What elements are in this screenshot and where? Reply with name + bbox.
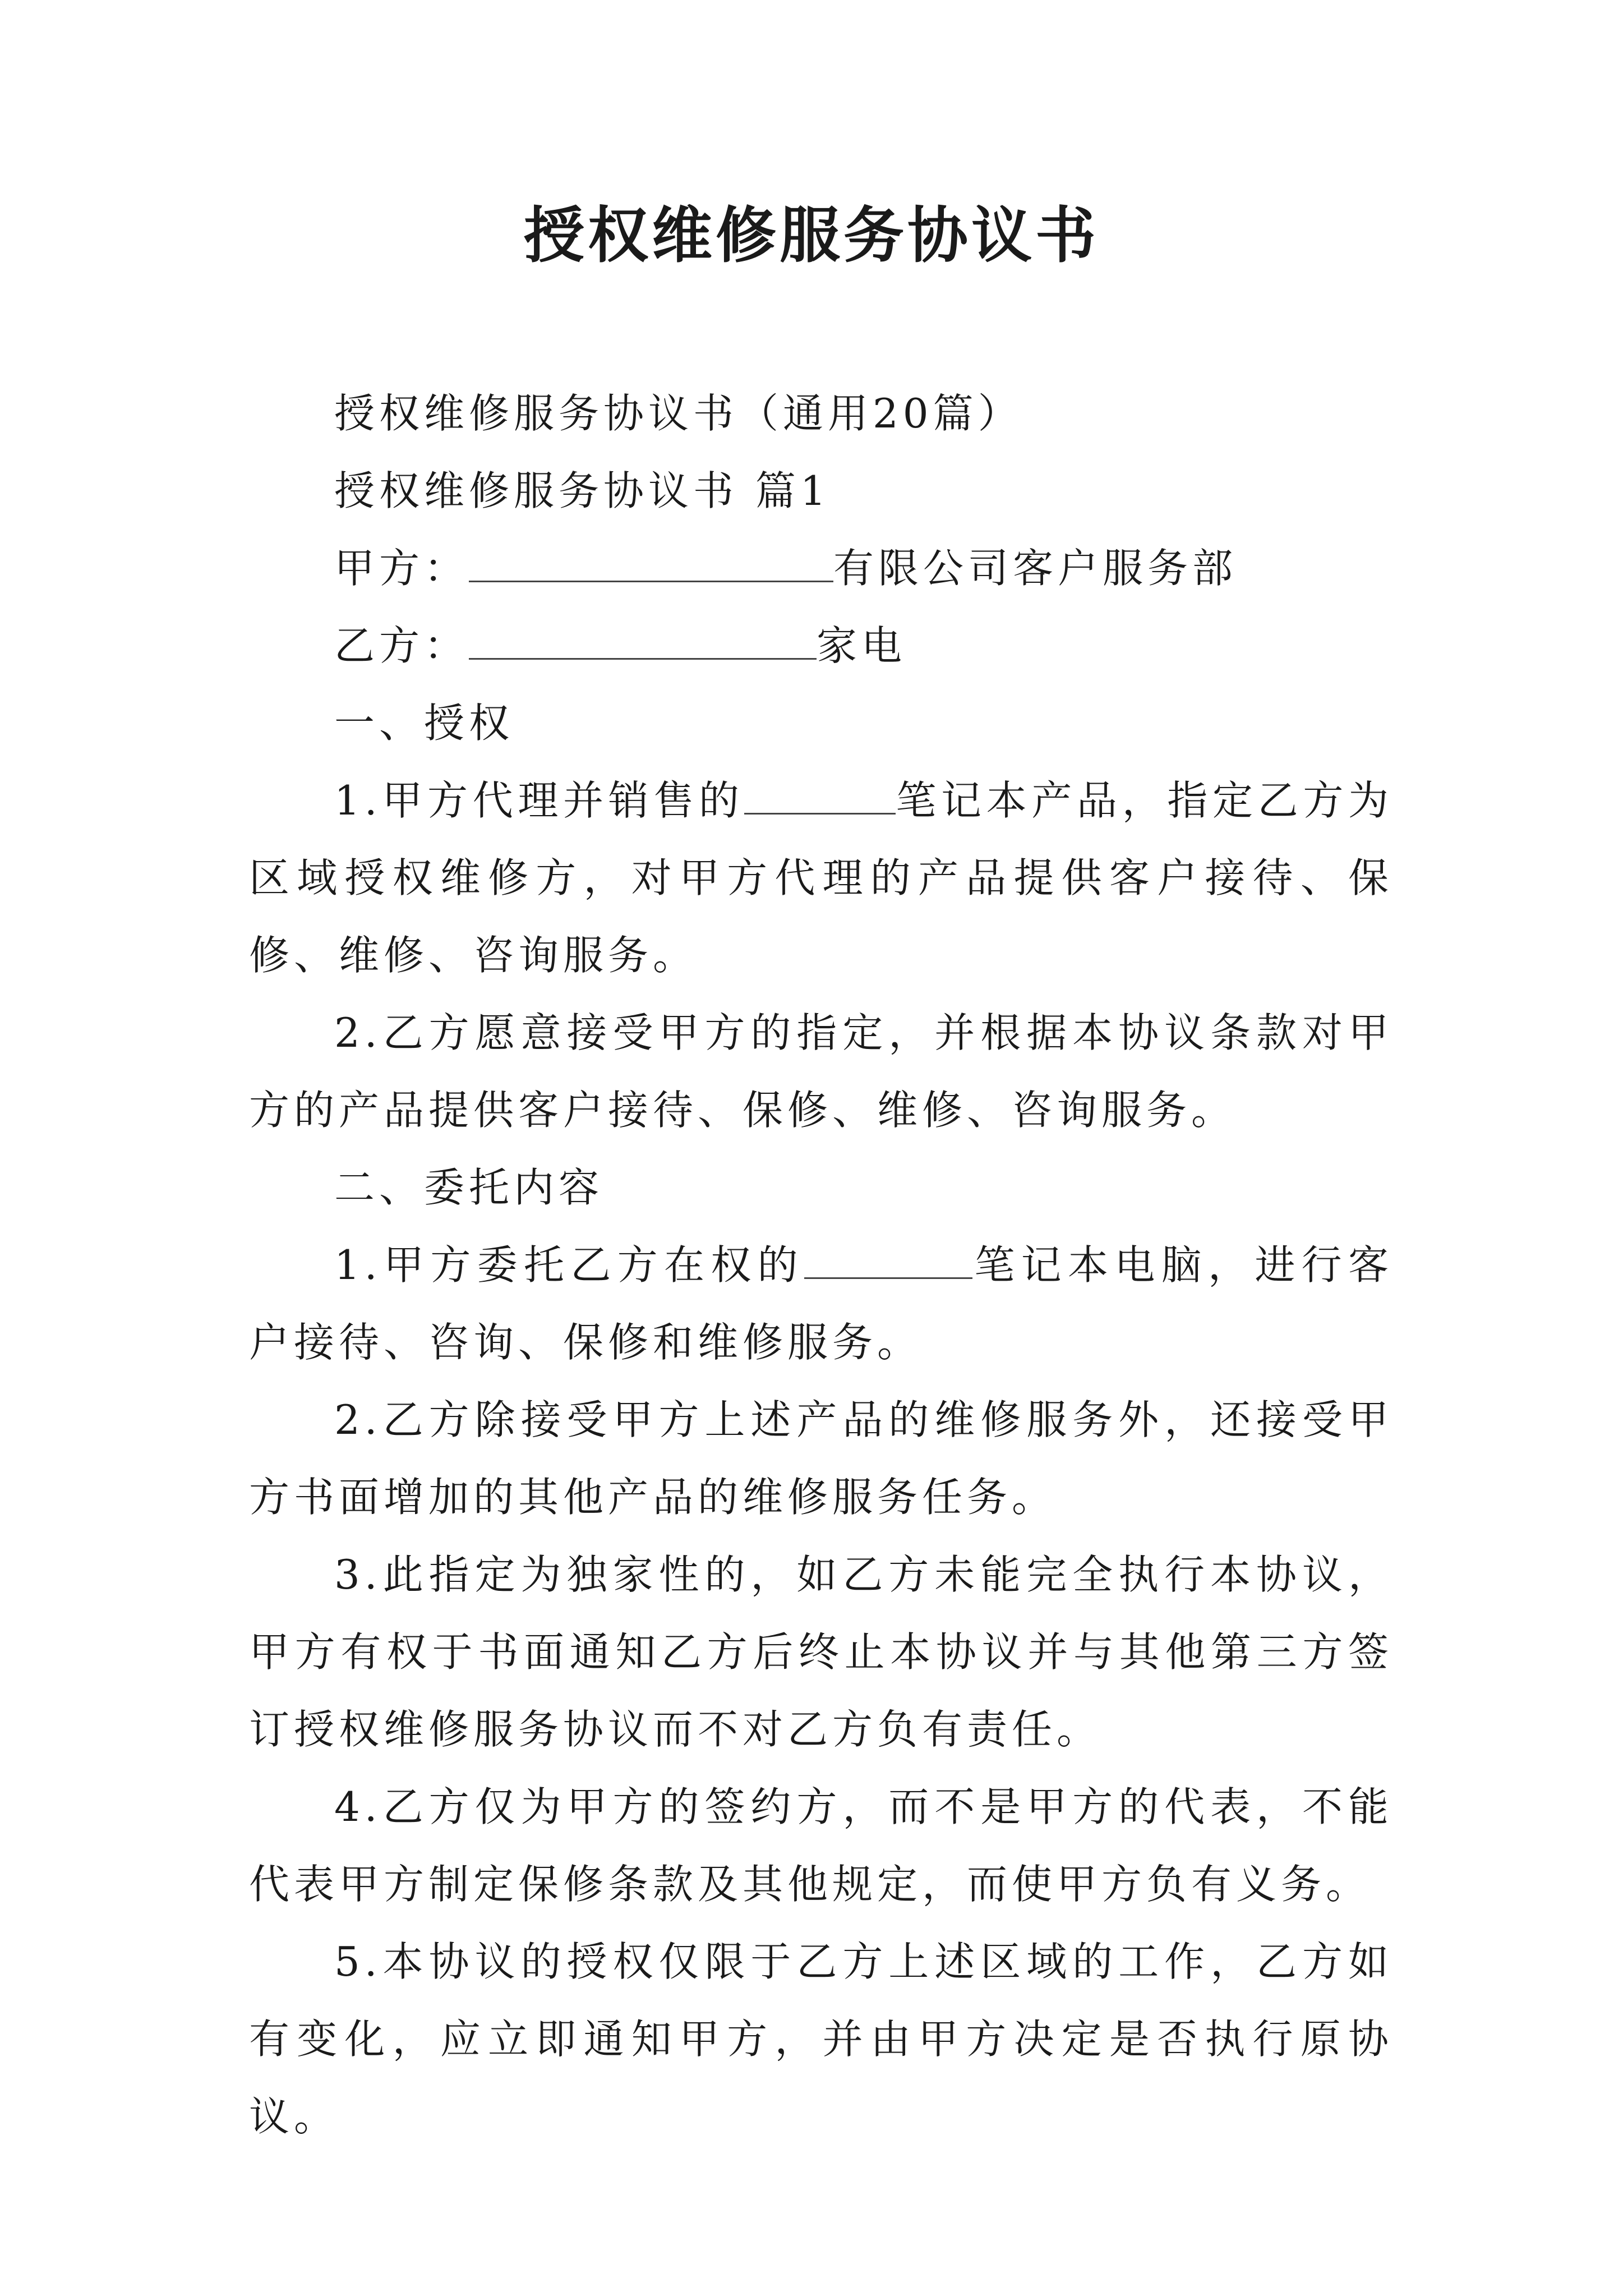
clause-2-1-blank	[804, 1244, 972, 1279]
clause-2-1-pre: 1.甲方委托乙方在权的	[334, 1241, 805, 1289]
heading-commission: 二、委托内容	[334, 1164, 604, 1211]
clause-2-5: 5.本协议的授权仅限于乙方上述区域的工作，乙方如有变化，应立即通知甲方，并由甲方决定是否执行原协议。	[249, 1938, 1393, 2140]
heading-authorization: 一、授权	[334, 700, 514, 747]
party-b-line	[249, 607, 1393, 684]
document-title: 授权维修服务协议书	[523, 200, 1099, 271]
clause-2-1-post: 笔记本电脑，进行客户接待、咨询、保修和维修服务。	[249, 1241, 1393, 1366]
clause-1-1-post: 笔记本产品，指定乙方为区域授权维修方，对甲方代理的产品提供客户接待、保修、维修、咨询服务。	[249, 777, 1393, 979]
document-body	[249, 375, 1393, 2155]
party-a-blank	[469, 547, 833, 582]
clause-2-3: 3.此指定为独家性的，如乙方未能完全执行本协议，甲方有权于书面通知乙方后终止本协议并与其他第三方签订授权维修服务协议而不对乙方负有责任。	[249, 1551, 1393, 1753]
party-a-line	[249, 530, 1393, 607]
party-b-blank	[469, 624, 817, 660]
party-a-suffix: 有限公司客户服务部	[833, 545, 1238, 592]
clause-2-4: 4.乙方仅为甲方的签约方，而不是甲方的代表，不能代表甲方制定保修条款及其他规定，而使甲方负有义务。	[249, 1783, 1393, 1908]
clause-1-2: 2.乙方愿意接受甲方的指定，并根据本协议条款对甲方的产品提供客户接待、保修、维修、咨询服务。	[249, 1009, 1393, 1134]
document-subtitle: 授权维修服务协议书（通用20篇）	[334, 390, 1023, 437]
party-b-suffix: 家电	[817, 622, 907, 669]
clause-2-2: 2.乙方除接受甲方上述产品的维修服务外，还接受甲方书面增加的其他产品的维修服务任务。	[249, 1396, 1393, 1521]
clause-1-1-pre: 1.甲方代理并销售的	[334, 777, 744, 824]
section-title: 授权维修服务协议书 篇1	[334, 467, 831, 514]
clause-1-1	[249, 762, 1393, 994]
clause-1-1-blank	[744, 779, 896, 815]
party-b-label: 乙方：	[334, 622, 469, 669]
party-a-label: 甲方：	[334, 545, 469, 592]
clause-2-1	[249, 1226, 1393, 1381]
